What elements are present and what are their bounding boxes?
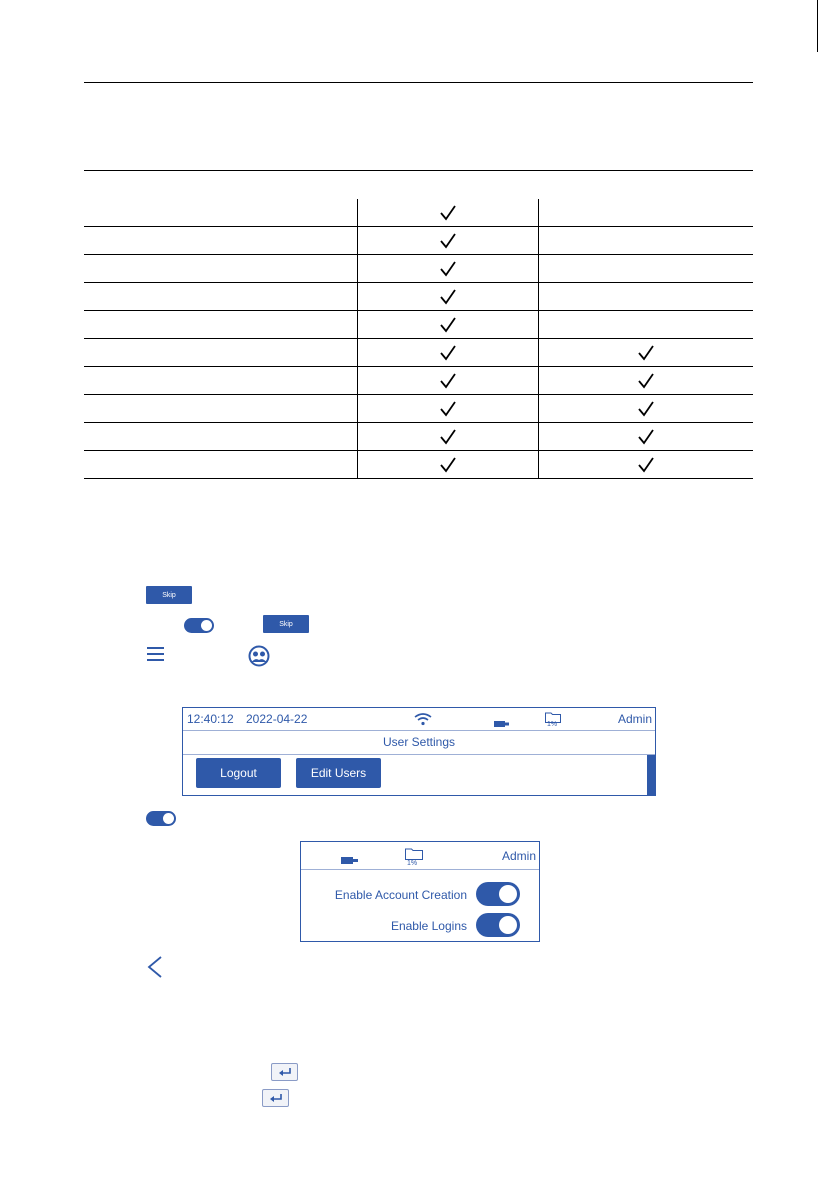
checkmark-icon: [637, 372, 655, 390]
current-user: Admin: [617, 712, 652, 726]
section-rule-top: [84, 82, 753, 83]
checkmark-cell: [539, 423, 754, 451]
checkmark-cell: [358, 311, 539, 339]
row-label-cell: [84, 255, 358, 283]
status-time: 12:40:12: [187, 712, 234, 726]
checkmark-icon: [637, 400, 655, 418]
permissions-table: [84, 199, 753, 479]
checkmark-cell: [358, 339, 539, 367]
user-group-icon[interactable]: [248, 645, 270, 667]
checkmark-icon: [439, 288, 457, 306]
table-row: [84, 227, 753, 255]
checkmark-icon: [439, 316, 457, 334]
checkmark-icon: [439, 456, 457, 474]
skip-button[interactable]: [146, 586, 192, 604]
checkmark-icon: [637, 456, 655, 474]
checkmark-cell: [358, 423, 539, 451]
screen-title: User Settings: [183, 731, 655, 755]
checkmark-cell: [358, 367, 539, 395]
enter-key-icon[interactable]: [271, 1063, 298, 1081]
usb-drive-icon: [341, 852, 359, 870]
checkmark-cell: [539, 451, 754, 479]
table-row: [84, 423, 753, 451]
storage-percent: 1%: [407, 860, 418, 867]
edit-users-label: Edit Users: [310, 766, 367, 780]
checkmark-cell: [358, 395, 539, 423]
table-row: [84, 255, 753, 283]
checkmark-cell: [539, 311, 754, 339]
enter-key-icon-2[interactable]: [262, 1089, 289, 1107]
crop-mark: [817, 0, 818, 52]
row-label-cell: [84, 367, 358, 395]
account-settings-screen: [300, 841, 540, 942]
checkmark-cell: [539, 199, 754, 227]
checkmark-cell: [539, 367, 754, 395]
checkmark-cell: [539, 255, 754, 283]
checkmark-icon: [439, 204, 457, 222]
checkmark-icon: [439, 232, 457, 250]
wifi-icon: [414, 712, 432, 731]
row-label-cell: [84, 395, 358, 423]
checkmark-icon: [637, 428, 655, 446]
enable-logins-toggle[interactable]: [476, 913, 520, 937]
row-label-cell: [84, 339, 358, 367]
enable-account-creation-toggle[interactable]: [476, 882, 520, 906]
checkmark-icon: [637, 344, 655, 362]
table-row: [84, 395, 753, 423]
menu-icon[interactable]: [147, 646, 165, 662]
checkmark-cell: [358, 255, 539, 283]
skip-button-2[interactable]: [263, 615, 309, 633]
table-header-rule: [84, 170, 753, 171]
skip-button-label: Skip: [162, 591, 176, 599]
toggle-icon-2[interactable]: [146, 811, 176, 826]
user-settings-screen: [182, 707, 656, 796]
checkmark-cell: [539, 339, 754, 367]
checkmark-icon: [439, 428, 457, 446]
table-row: [84, 199, 753, 227]
row-label-cell: [84, 423, 358, 451]
current-user: Admin: [501, 849, 536, 863]
checkmark-icon: [439, 260, 457, 278]
table-row: [84, 451, 753, 479]
scrollbar[interactable]: [647, 755, 655, 795]
status-bar: [183, 708, 655, 731]
row-label-cell: [84, 311, 358, 339]
row-label-cell: [84, 283, 358, 311]
checkmark-cell: [358, 227, 539, 255]
enable-account-creation-label: Enable Account Creation: [334, 888, 467, 902]
checkmark-cell: [539, 283, 754, 311]
table-row: [84, 367, 753, 395]
table-row: [84, 283, 753, 311]
skip-button-label: Skip: [279, 620, 293, 628]
logout-button[interactable]: [196, 758, 281, 788]
checkmark-icon: [439, 344, 457, 362]
row-label-cell: [84, 199, 358, 227]
table-row: [84, 339, 753, 367]
row-label-cell: [84, 227, 358, 255]
checkmark-cell: [539, 227, 754, 255]
storage-percent: 1%: [547, 721, 558, 728]
checkmark-cell: [539, 395, 754, 423]
checkmark-cell: [358, 199, 539, 227]
logout-label: Logout: [220, 766, 257, 780]
checkmark-icon: [439, 400, 457, 418]
status-bar: [301, 842, 539, 870]
back-chevron-icon[interactable]: [146, 955, 164, 979]
edit-users-button[interactable]: [296, 758, 381, 788]
checkmark-cell: [358, 451, 539, 479]
enable-logins-label: Enable Logins: [390, 919, 467, 933]
checkmark-cell: [358, 283, 539, 311]
toggle-icon[interactable]: [184, 618, 214, 633]
status-date: 2022-04-22: [246, 712, 308, 726]
checkmark-icon: [439, 372, 457, 390]
row-label-cell: [84, 451, 358, 479]
table-row: [84, 311, 753, 339]
